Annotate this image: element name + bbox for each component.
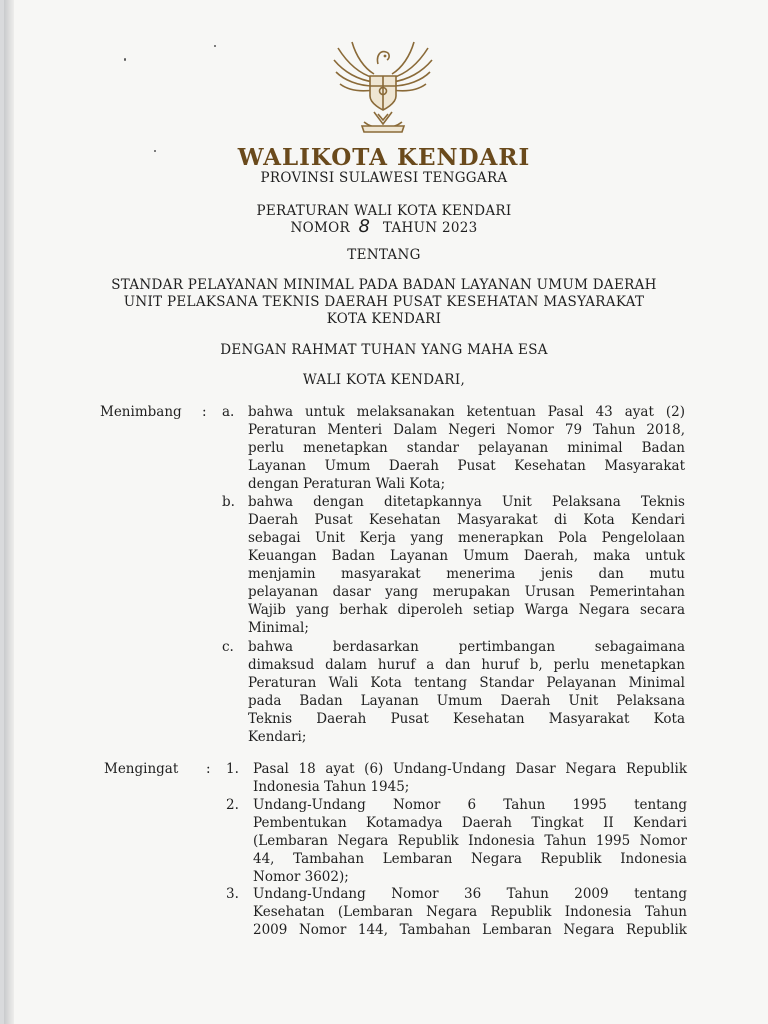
text-line: sebagai Unit Kerja yang menerapkan Pola Pengelolaan (248, 530, 685, 546)
text-line: Minimal; (248, 620, 309, 636)
text-line: Kendari; (248, 729, 307, 745)
text-line: perlu menetapkan standar pelayanan minimal Badan (248, 440, 685, 456)
text-line: 2009 Nomor 144, Tambahan Lembaran Negara Republik (253, 922, 687, 938)
text-line: Wajib yang berhak diperoleh setiap Warga Negara secara (248, 602, 685, 618)
text-line: Peraturan Wali Kota tentang Standar Pelayanan Minimal (248, 675, 685, 691)
text-line: 44, Tambahan Lembaran Negara Republik Indonesia (253, 851, 687, 867)
mengingat-item-1 (253, 760, 687, 796)
regulation-line: PERATURAN WALI KOTA KENDARI (256, 203, 512, 219)
text-line: menjamin masyarakat menerima jenis dan mutu (248, 566, 685, 582)
number-prefix: NOMOR (290, 220, 350, 236)
about-heading: TENTANG (347, 247, 421, 263)
mengingat-item-2 (253, 796, 687, 886)
province-line: PROVINSI SULAWESI TENGGARA (260, 170, 508, 186)
subject-line: STANDAR PELAYANAN MINIMAL PADA BADAN LAYANAN UMUM DAERAH (111, 277, 657, 293)
mengingat-colon: : (206, 761, 211, 777)
item-marker: a. (222, 404, 235, 420)
scan-speck (214, 45, 216, 47)
text-line: Nomor 3602); (253, 869, 349, 885)
text-line: Daerah Pusat Kesehatan Masyarakat di Kota Kendari (248, 512, 685, 528)
text-line: bahwa dengan ditetapkannya Unit Pelaksana Teknis (248, 494, 685, 510)
item-marker: b. (222, 494, 235, 510)
text-line: Indonesia Tahun 1945; (253, 779, 410, 795)
text-line: Pembentukan Kotamadya Daerah Tingkat II Kendari (253, 815, 687, 831)
item-marker: 1. (226, 761, 239, 777)
number-value: 8 (358, 216, 371, 237)
mengingat-label: Mengingat (104, 761, 179, 777)
menimbang-item-c (248, 638, 685, 746)
text-line: Peraturan Menteri Dalam Negeri Nomor 79 Tahun 2018, (248, 422, 685, 438)
text-line: (Lembaran Negara Republik Indonesia Tahun 1995 Nomor (253, 833, 687, 849)
authority-line: WALI KOTA KENDARI, (302, 372, 466, 388)
text-line: Keuangan Badan Layanan Umum Daerah, maka untuk (248, 548, 685, 564)
item-marker: c. (222, 639, 234, 655)
text-line: dengan Peraturan Wali Kota; (248, 476, 446, 492)
menimbang-colon: : (202, 404, 207, 420)
garuda-emblem-icon (330, 34, 436, 138)
document-title: WALIKOTA KENDARI (237, 144, 531, 171)
subject-line: UNIT PELAKSANA TEKNIS DAERAH PUSAT KESEHATAN MASYARAKAT (123, 294, 645, 310)
text-line: pelayanan dasar yang merupakan Urusan Pemerintahan (248, 584, 685, 600)
text-line: Teknis Daerah Pusat Kesehatan Masyarakat Kota (248, 711, 685, 727)
scan-speck (124, 58, 126, 61)
item-marker: 2. (226, 797, 239, 813)
menimbang-item-b (248, 493, 685, 637)
regulation-number (0, 216, 768, 237)
text-line: bahwa untuk melaksanakan ketentuan Pasal 43 ayat (2) (248, 404, 685, 420)
mengingat-item-3 (253, 885, 687, 939)
menimbang-item-a (248, 403, 685, 493)
blessing-line: DENGAN RAHMAT TUHAN YANG MAHA ESA (220, 342, 548, 358)
menimbang-label: Menimbang (100, 404, 182, 420)
text-line: Layanan Umum Daerah Pusat Kesehatan Masyarakat (248, 458, 685, 474)
text-line: Pasal 18 ayat (6) Undang-Undang Dasar Negara Republik (253, 761, 687, 777)
text-line: dimaksud dalam huruf a dan huruf b, perlu menetapkan (248, 657, 685, 673)
item-marker: 3. (226, 886, 239, 902)
text-line: bahwa berdasarkan pertimbangan sebagaimana (248, 639, 685, 655)
text-line: Undang-Undang Nomor 36 Tahun 2009 tentang (253, 886, 687, 902)
text-line: Kesehatan (Lembaran Negara Republik Indonesia Tahun (253, 904, 687, 920)
text-line: Undang-Undang Nomor 6 Tahun 1995 tentang (253, 797, 687, 813)
subject-line: KOTA KENDARI (326, 311, 442, 327)
number-year: TAHUN 2023 (382, 220, 478, 236)
text-line: pada Badan Layanan Umum Daerah Unit Pelaksana (248, 693, 685, 709)
